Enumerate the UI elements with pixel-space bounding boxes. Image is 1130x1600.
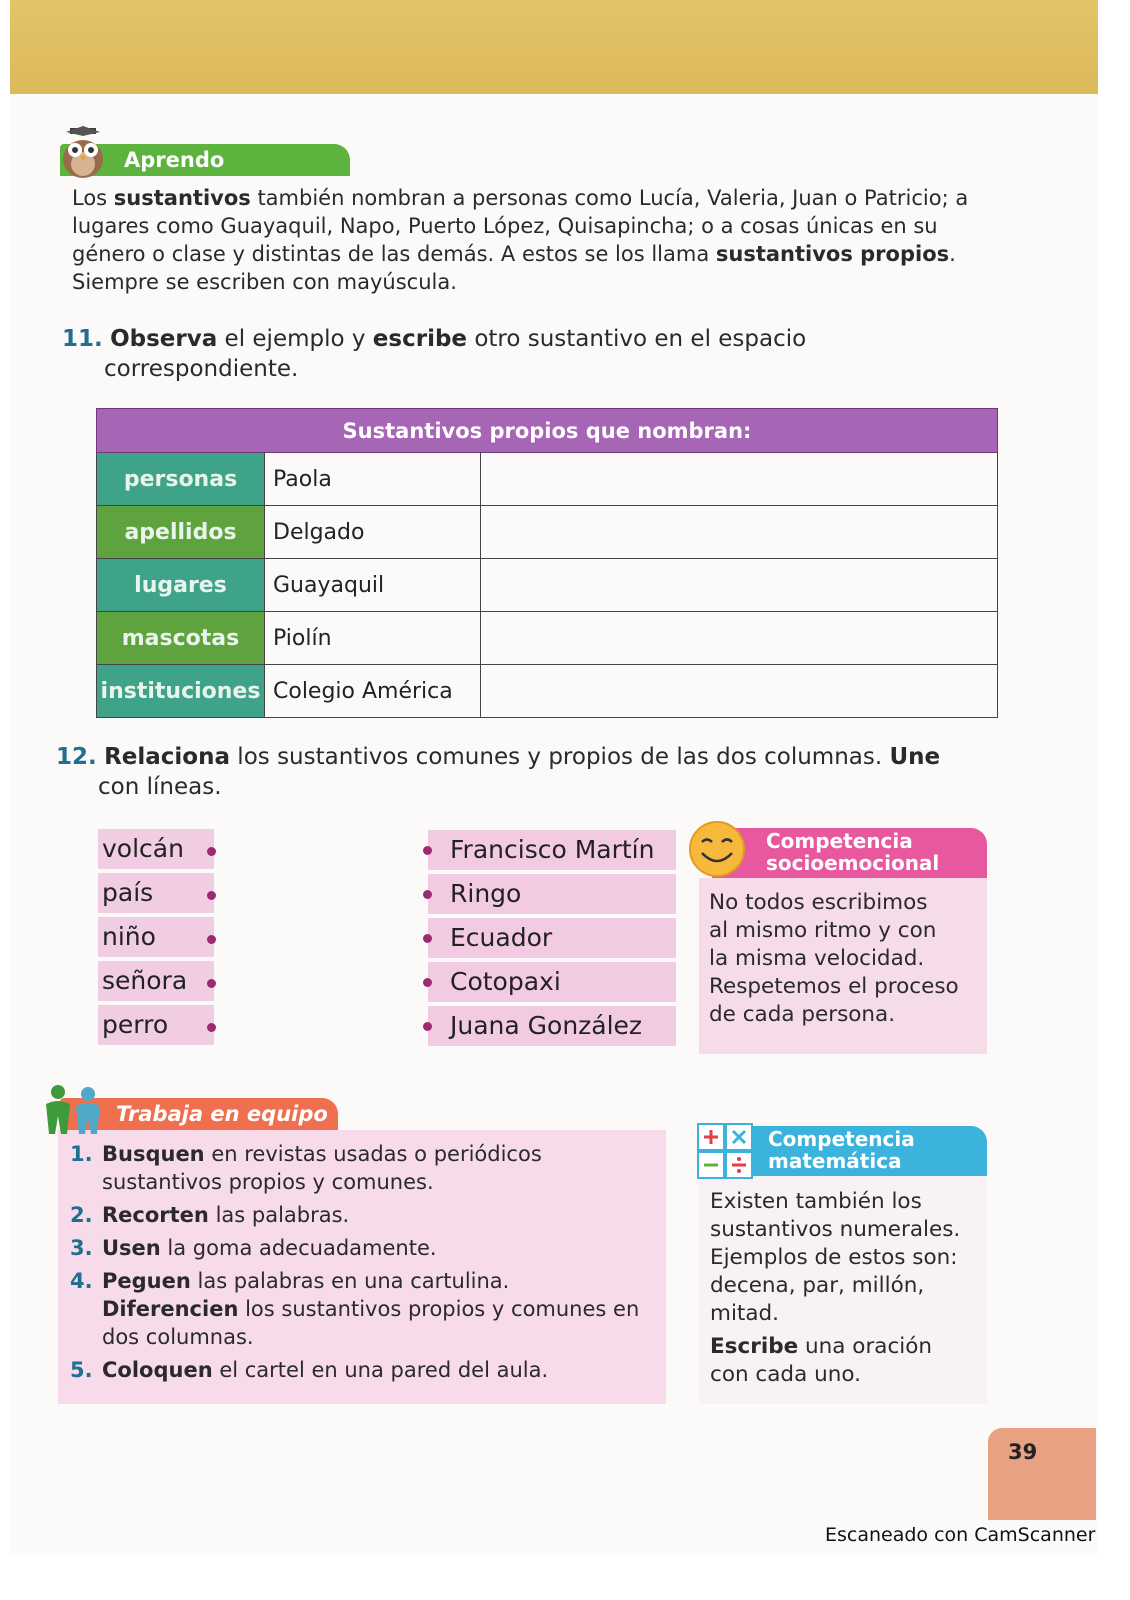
match-dot[interactable] <box>207 935 216 944</box>
list-item: 2. Recorten las palabras. <box>70 1203 350 1227</box>
table-row <box>97 612 998 665</box>
teamwork-icon <box>38 1082 108 1140</box>
list-item: 4. Peguen las palabras en una cartulina. Diferencien los sustantivos propios y comunes en dos columnas. <box>70 1269 640 1349</box>
owl-icon <box>56 126 110 180</box>
row-answer-field[interactable] <box>481 453 998 506</box>
row-example: Paola <box>265 453 481 506</box>
common-noun-item: volcán <box>98 829 214 869</box>
proper-nouns-table <box>96 408 998 718</box>
aprendo-label: Aprendo <box>124 148 225 172</box>
socioemotional-text: No todos escribimos al mismo ritmo y con la misma velocidad. Respetemos el proceso de cada persona. <box>709 890 959 1027</box>
aprendo-text: Los sustantivos también nombran a personas como Lucía, Valeria, Juan o Patricio; a lugares como Guayaquil, Napo, Puerto López, Quisapincha; o a cosas únicas en su género o clase y distintas de las demás. A estos se los llama sustantivos propios. Siempre se escriben con mayúscula. <box>72 186 969 294</box>
row-label: apellidos <box>97 506 265 559</box>
proper-noun-item: Ringo <box>428 874 676 914</box>
match-dot[interactable] <box>423 846 432 855</box>
row-label: lugares <box>97 559 265 612</box>
proper-noun-item: Cotopaxi <box>428 962 676 1002</box>
common-noun-item: país <box>98 873 214 913</box>
row-answer-field[interactable] <box>481 559 998 612</box>
row-example: Piolín <box>265 612 481 665</box>
page-number: 39 <box>1008 1440 1038 1464</box>
list-item: 5. Coloquen el cartel en una pared del aula. <box>70 1358 549 1382</box>
row-answer-field[interactable] <box>481 506 998 559</box>
scanner-footer: Escaneado con CamScanner <box>825 1524 1096 1546</box>
question-11: 11. Observa el ejemplo y escribe otro sustantivo en el espacio correspondiente. <box>62 326 807 382</box>
common-noun-item: niño <box>98 917 214 957</box>
match-dot[interactable] <box>207 847 216 856</box>
match-dot[interactable] <box>207 891 216 900</box>
match-dot[interactable] <box>423 934 432 943</box>
common-noun-item: señora <box>98 961 214 1001</box>
proper-noun-item: Ecuador <box>428 918 676 958</box>
teamwork-label: Trabaja en equipo <box>116 1102 328 1126</box>
proper-noun-item: Juana González <box>428 1006 676 1046</box>
row-example: Colegio América <box>265 665 481 718</box>
match-dot[interactable] <box>207 979 216 988</box>
smiley-icon <box>688 820 746 878</box>
table-row <box>97 506 998 559</box>
table-row <box>97 665 998 718</box>
row-answer-field[interactable] <box>481 665 998 718</box>
proper-noun-item: Francisco Martín <box>428 830 676 870</box>
socioemotional-header: Competencia socioemocional <box>712 828 987 878</box>
math-header: Competencia matemática <box>712 1126 987 1176</box>
row-label: instituciones <box>97 665 265 718</box>
top-band <box>10 0 1098 94</box>
table-header: Sustantivos propios que nombran: <box>97 409 998 453</box>
common-noun-item: perro <box>98 1005 214 1045</box>
match-dot[interactable] <box>423 890 432 899</box>
list-item: 3. Usen la goma adecuadamente. <box>70 1236 437 1260</box>
table-row <box>97 453 998 506</box>
row-label: mascotas <box>97 612 265 665</box>
question-12: 12. Relaciona los sustantivos comunes y propios de las dos columnas. Une con líneas. <box>56 744 941 800</box>
row-answer-field[interactable] <box>481 612 998 665</box>
list-item: 1. Busquen en revistas usadas o periódicos sustantivos propios y comunes. <box>70 1142 542 1194</box>
page-number-tab <box>988 1428 1096 1520</box>
match-dot[interactable] <box>423 1022 432 1031</box>
table-row <box>97 559 998 612</box>
teamwork-steps <box>70 1140 660 1389</box>
match-dot[interactable] <box>207 1023 216 1032</box>
math-operations-icon <box>696 1122 754 1180</box>
row-label: personas <box>97 453 265 506</box>
math-text: Existen también los sustantivos numerales. Ejemplos de estos son: decena, par, millón, mitad. Escribe una oración con cada uno. <box>710 1189 961 1387</box>
match-dot[interactable] <box>423 978 432 987</box>
row-example: Guayaquil <box>265 559 481 612</box>
row-example: Delgado <box>265 506 481 559</box>
